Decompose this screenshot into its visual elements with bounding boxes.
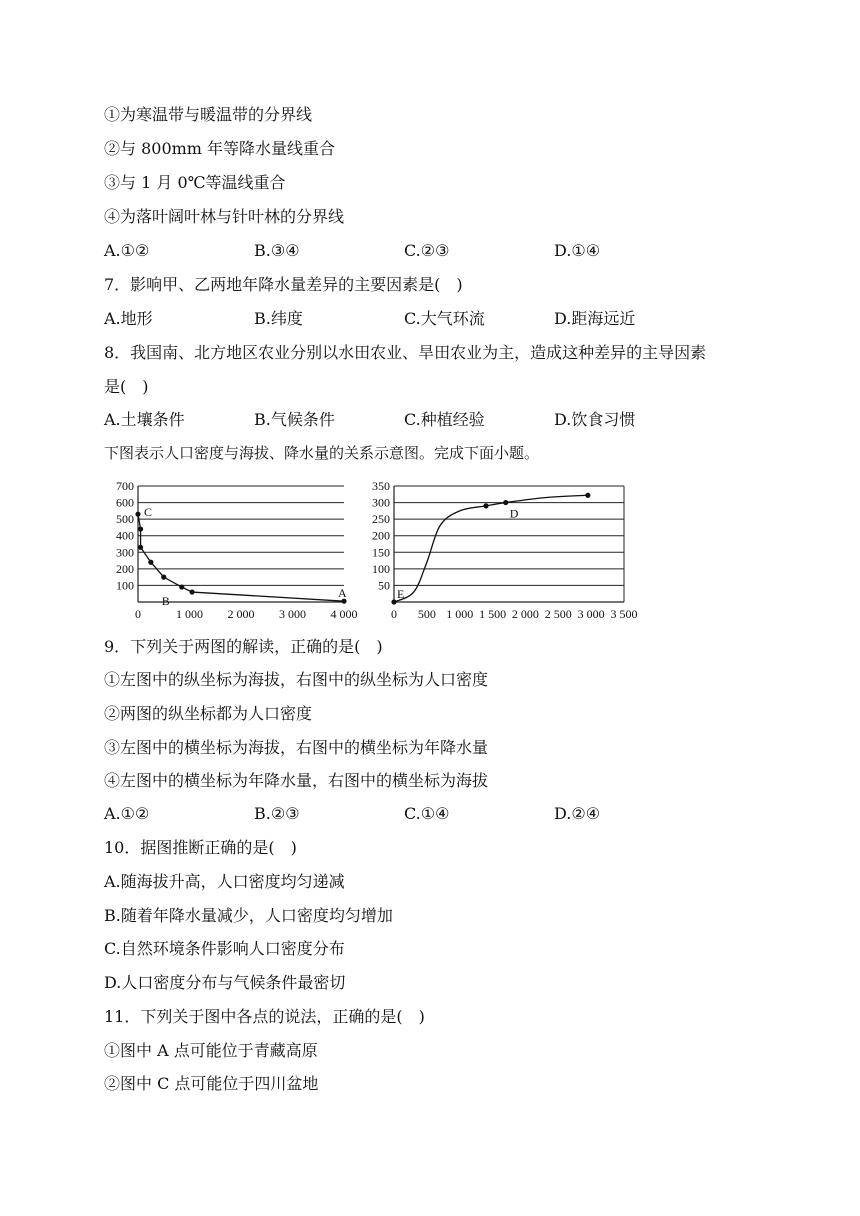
x-tick-label: 3 000 xyxy=(577,607,605,618)
q8-option-d[interactable]: D.饮食习惯 xyxy=(554,410,636,429)
statement-2: ②与 800mm 年等降水量线重合 xyxy=(104,139,336,158)
q7-option-d[interactable]: D.距海远近 xyxy=(554,309,636,328)
y-tick-label: 250 xyxy=(372,512,390,527)
y-tick-label: 700 xyxy=(116,479,134,493)
data-point xyxy=(179,584,184,589)
question-9: 9．下列关于两图的解读，正确的是( ) xyxy=(104,637,383,656)
question-11: 11．下列关于图中各点的说法，正确的是( ) xyxy=(104,1007,425,1026)
x-tick-label: 3 500 xyxy=(610,607,638,618)
statement-1: ①为寒温带与暖温带的分界线 xyxy=(104,105,313,124)
y-tick-label: 300 xyxy=(372,495,390,510)
point-label-e: E xyxy=(397,587,405,601)
data-point xyxy=(138,526,143,531)
x-tick-label: 2 000 xyxy=(227,607,255,618)
data-point xyxy=(189,589,194,594)
y-tick-label: 200 xyxy=(116,561,134,576)
x-tick-label: 1 500 xyxy=(479,607,507,618)
y-tick-label: 150 xyxy=(372,545,390,560)
q10-option-a[interactable]: A.随海拔升高，人口密度均匀递减 xyxy=(104,872,345,891)
point-label-a: A xyxy=(338,586,347,601)
q6-option-d[interactable]: D.①④ xyxy=(554,241,601,260)
y-tick-label: 400 xyxy=(116,528,134,543)
q10-option-b[interactable]: B.随着年降水量减少，人口密度均匀增加 xyxy=(104,906,393,925)
q9-statement-3: ③左图中的横坐标为海拔，右图中的横坐标为年降水量 xyxy=(104,738,489,757)
q7-option-a[interactable]: A.地形 xyxy=(104,309,153,328)
statement-4: ④为落叶阔叶林与针叶林的分界线 xyxy=(104,207,345,226)
point-label-c: C xyxy=(144,505,153,520)
data-point xyxy=(585,493,590,498)
x-tick-label: 1 000 xyxy=(446,607,474,618)
figure-charts xyxy=(104,478,664,618)
q7-option-c[interactable]: C.大气环流 xyxy=(404,309,485,328)
y-tick-label: 200 xyxy=(372,528,390,543)
question-7: 7．影响甲、乙两地年降水量差异的主要因素是( ) xyxy=(104,275,463,294)
series-line xyxy=(138,514,344,601)
x-tick-label: 0 xyxy=(391,607,397,618)
q9-option-a[interactable]: A.①② xyxy=(104,804,150,823)
x-tick-label: 0 xyxy=(135,607,141,618)
q11-statement-1: ①图中 A 点可能位于青藏高原 xyxy=(104,1041,318,1060)
question-8-cont: 是( ) xyxy=(104,377,149,396)
right-chart xyxy=(372,479,638,618)
data-point xyxy=(148,560,153,565)
y-tick-label: 50 xyxy=(378,578,390,593)
q6-option-c[interactable]: C.②③ xyxy=(404,241,450,260)
data-point xyxy=(483,503,488,508)
q8-option-c[interactable]: C.种植经验 xyxy=(404,410,485,429)
q9-statement-2: ②两图的纵坐标都为人口密度 xyxy=(104,704,313,723)
q9-statement-1: ①左图中的纵坐标为海拔，右图中的纵坐标为人口密度 xyxy=(104,670,489,689)
q7-option-b[interactable]: B.纬度 xyxy=(254,309,303,328)
x-tick-label: 2 000 xyxy=(511,607,539,618)
charts-svg xyxy=(104,478,664,618)
y-tick-label: 500 xyxy=(116,512,134,527)
statement-3: ③与 1 月 0℃等温线重合 xyxy=(104,173,286,192)
series-line xyxy=(394,495,588,602)
x-tick-label: 2 500 xyxy=(544,607,572,618)
q8-option-a[interactable]: A.土壤条件 xyxy=(104,410,185,429)
data-point xyxy=(503,500,508,505)
q9-option-b[interactable]: B.②③ xyxy=(254,804,300,823)
q6-option-a[interactable]: A.①② xyxy=(104,241,150,260)
data-point xyxy=(391,599,396,604)
question-10: 10．据图推断正确的是( ) xyxy=(104,838,297,857)
point-label-b: B xyxy=(161,594,170,609)
q9-option-d[interactable]: D.②④ xyxy=(554,804,601,823)
q10-option-c[interactable]: C.自然环境条件影响人口密度分布 xyxy=(104,939,345,958)
y-tick-label: 600 xyxy=(116,495,134,510)
y-tick-label: 350 xyxy=(372,479,390,493)
x-tick-label: 3 000 xyxy=(279,607,306,618)
point-label-d: D xyxy=(509,506,519,521)
q9-statement-4: ④左图中的横坐标为年降水量，右图中的横坐标为海拔 xyxy=(104,771,489,790)
data-point xyxy=(161,575,166,580)
data-point xyxy=(135,512,140,517)
q6-option-b[interactable]: B.③④ xyxy=(254,241,300,260)
q10-option-d[interactable]: D.人口密度分布与气候条件最密切 xyxy=(104,973,346,992)
x-tick-label: 4 000 xyxy=(330,607,358,618)
x-tick-label: 500 xyxy=(417,607,436,618)
q9-option-c[interactable]: C.①④ xyxy=(404,804,450,823)
y-tick-label: 100 xyxy=(116,578,134,593)
data-point xyxy=(138,545,143,550)
question-8: 8．我国南、北方地区农业分别以水田农业、旱田农业为主，造成这种差异的主导因素 xyxy=(104,343,707,362)
q11-statement-2: ②图中 C 点可能位于四川盆地 xyxy=(104,1074,319,1093)
q8-option-b[interactable]: B.气候条件 xyxy=(254,410,335,429)
x-tick-label: 1 000 xyxy=(176,607,203,618)
figure-intro: 下图表示人口密度与海拔、降水量的关系示意图。完成下面小题。 xyxy=(104,444,540,462)
left-chart xyxy=(116,479,358,618)
y-tick-label: 300 xyxy=(116,545,134,560)
y-tick-label: 100 xyxy=(372,561,390,576)
